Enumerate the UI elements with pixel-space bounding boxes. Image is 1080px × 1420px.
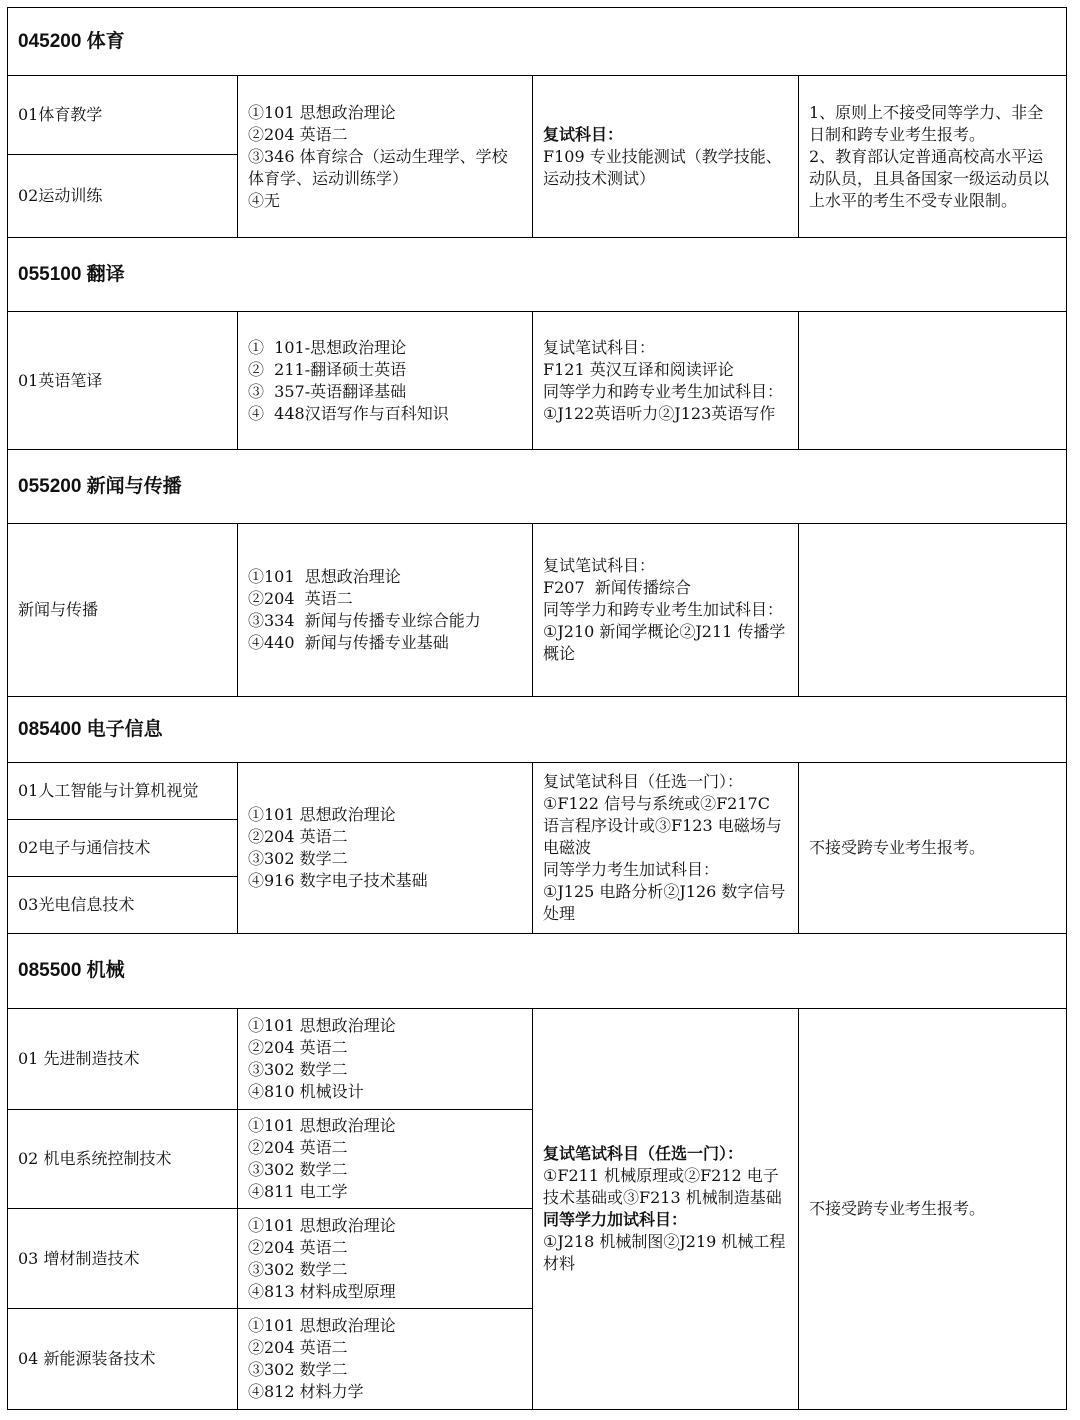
direction-name: 04 新能源装备技术 — [8, 1309, 238, 1410]
notes-cell — [799, 763, 1067, 934]
exam-subjects-cell — [238, 312, 533, 450]
direction-name: 02电子与通信技术 — [8, 820, 238, 877]
retest-heading: 同等学力和跨专业考生加试科目： — [543, 600, 784, 619]
retest-cell — [533, 1009, 799, 1410]
subject-item: ①101 思想政治理论 — [248, 1215, 396, 1235]
subject-item: ①101 思想政治理论 — [248, 567, 401, 586]
notes-cell — [799, 312, 1067, 450]
exam-subjects-cell — [238, 1110, 533, 1209]
direction-name: 02运动训练 — [8, 155, 238, 238]
retest-item: ①F122 信号与系统或②F217C 语言程序设计或③F123 电磁场与电磁波 — [543, 794, 782, 857]
retest-heading: 复试笔试科目： — [543, 337, 656, 357]
subject-item: ①101 思想政治理论 — [248, 805, 396, 824]
subject-item: ③302 数学二 — [248, 1360, 348, 1379]
subject-item: ③302 数学二 — [248, 849, 348, 868]
note-item: 2、教育部认定普通高校高水平运动队员，且具备国家一级运动员以上水平的考生不受专业限制。 — [809, 146, 1050, 210]
retest-item: ①J210 新闻学概论②J211 传播学概论 — [543, 622, 786, 663]
retest-heading: 同等学力加试科目： — [543, 1210, 688, 1229]
exam-subjects-cell — [238, 763, 533, 934]
subject-item: ③346 体育综合（运动生理学、学校体育学、运动训练学） — [248, 146, 508, 188]
retest-heading: 复试科目： — [543, 124, 624, 144]
note-item: 1、原则上不接受同等学力、非全日制和跨专业考生报考。 — [809, 102, 1044, 144]
subject-item: ④ 448汉语写作与百科知识 — [248, 403, 449, 423]
subject-item: ①101 思想政治理论 — [248, 1316, 396, 1335]
subject-item: ②204 英语二 — [248, 1338, 348, 1357]
retest-cell — [533, 76, 799, 238]
section-header: 055200 新闻与传播 — [8, 450, 1067, 524]
retest-heading: 复试笔试科目（任选一门）： — [543, 772, 744, 791]
exam-subjects-cell — [238, 1309, 533, 1410]
direction-name: 01人工智能与计算机视觉 — [8, 763, 238, 820]
retest-heading: 复试笔试科目： — [543, 556, 656, 575]
retest-cell — [533, 524, 799, 697]
subject-item: ②204 英语二 — [248, 1138, 348, 1157]
section-header: 085500 机械 — [8, 934, 1067, 1009]
notes-cell — [799, 76, 1067, 238]
subject-item: ④无 — [248, 190, 281, 210]
subject-item: ②204 英语二 — [248, 589, 353, 608]
retest-heading: 同等学力考生加试科目： — [543, 860, 720, 879]
direction-name: 03 增材制造技术 — [8, 1209, 238, 1309]
subject-item: ② 211-翻译硕士英语 — [248, 359, 407, 379]
section-header: 055100 翻译 — [8, 238, 1067, 312]
program-table — [7, 7, 1067, 1410]
retest-cell — [533, 763, 799, 934]
subject-item: ③ 357-英语翻译基础 — [248, 381, 407, 401]
notes-cell — [799, 524, 1067, 697]
subject-item: ①101 思想政治理论 — [248, 1016, 396, 1035]
subject-item: ①101 思想政治理论 — [248, 102, 396, 122]
direction-name: 01英语笔译 — [8, 312, 238, 450]
subject-item: ①101 思想政治理论 — [248, 1116, 396, 1135]
subject-item: ③334 新闻与传播专业综合能力 — [248, 611, 481, 630]
direction-name: 03光电信息技术 — [8, 877, 238, 934]
retest-item: ①J125 电路分析②J126 数字信号处理 — [543, 882, 786, 923]
notes-cell — [799, 1009, 1067, 1410]
retest-item: F109 专业技能测试（教学技能、运动技术测试） — [543, 146, 782, 188]
subject-item: ②204 英语二 — [248, 827, 348, 846]
retest-cell — [533, 312, 799, 450]
subject-item: ③302 数学二 — [248, 1160, 348, 1179]
section-header: 085400 电子信息 — [8, 697, 1067, 763]
direction-name: 01 先进制造技术 — [8, 1009, 238, 1110]
retest-item: ①J122英语听力②J123英语写作 — [543, 403, 776, 423]
direction-name: 02 机电系统控制技术 — [8, 1110, 238, 1209]
subject-item: ③302 数学二 — [248, 1259, 348, 1279]
subject-item: ②204 英语二 — [248, 1237, 348, 1257]
subject-item: ②204 英语二 — [248, 1038, 348, 1057]
subject-item: ④916 数字电子技术基础 — [248, 871, 428, 890]
subject-item: ① 101-思想政治理论 — [248, 337, 407, 357]
retest-heading: 同等学力和跨专业考生加试科目： — [543, 381, 784, 401]
subject-item: ②204 英语二 — [248, 124, 348, 144]
section-header: 045200 体育 — [8, 8, 1067, 76]
subject-item: ③302 数学二 — [248, 1060, 348, 1079]
retest-item: F207 新闻传播综合 — [543, 578, 691, 597]
exam-subjects-cell — [238, 1009, 533, 1110]
exam-subjects-cell — [238, 524, 533, 697]
retest-item: ①F211 机械原理或②F212 电子技术基础或③F213 机械制造基础 — [543, 1166, 782, 1207]
note-item: 不接受跨专业考生报考。 — [809, 1199, 986, 1218]
subject-item: ④440 新闻与传播专业基础 — [248, 633, 449, 652]
retest-item: ①J218 机械制图②J219 机械工程材料 — [543, 1232, 786, 1273]
exam-subjects-cell — [238, 1209, 533, 1309]
direction-name: 新闻与传播 — [8, 524, 238, 697]
subject-item: ④812 材料力学 — [248, 1382, 364, 1401]
direction-name: 01体育教学 — [8, 76, 238, 155]
retest-heading: 复试笔试科目（任选一门）： — [543, 1144, 744, 1163]
note-item: 不接受跨专业考生报考。 — [809, 838, 986, 857]
subject-item: ④813 材料成型原理 — [248, 1281, 396, 1301]
exam-subjects-cell — [238, 76, 533, 238]
retest-item: F121 英汉互译和阅读评论 — [543, 359, 734, 379]
subject-item: ④811 电工学 — [248, 1182, 348, 1201]
subject-item: ④810 机械设计 — [248, 1082, 364, 1101]
